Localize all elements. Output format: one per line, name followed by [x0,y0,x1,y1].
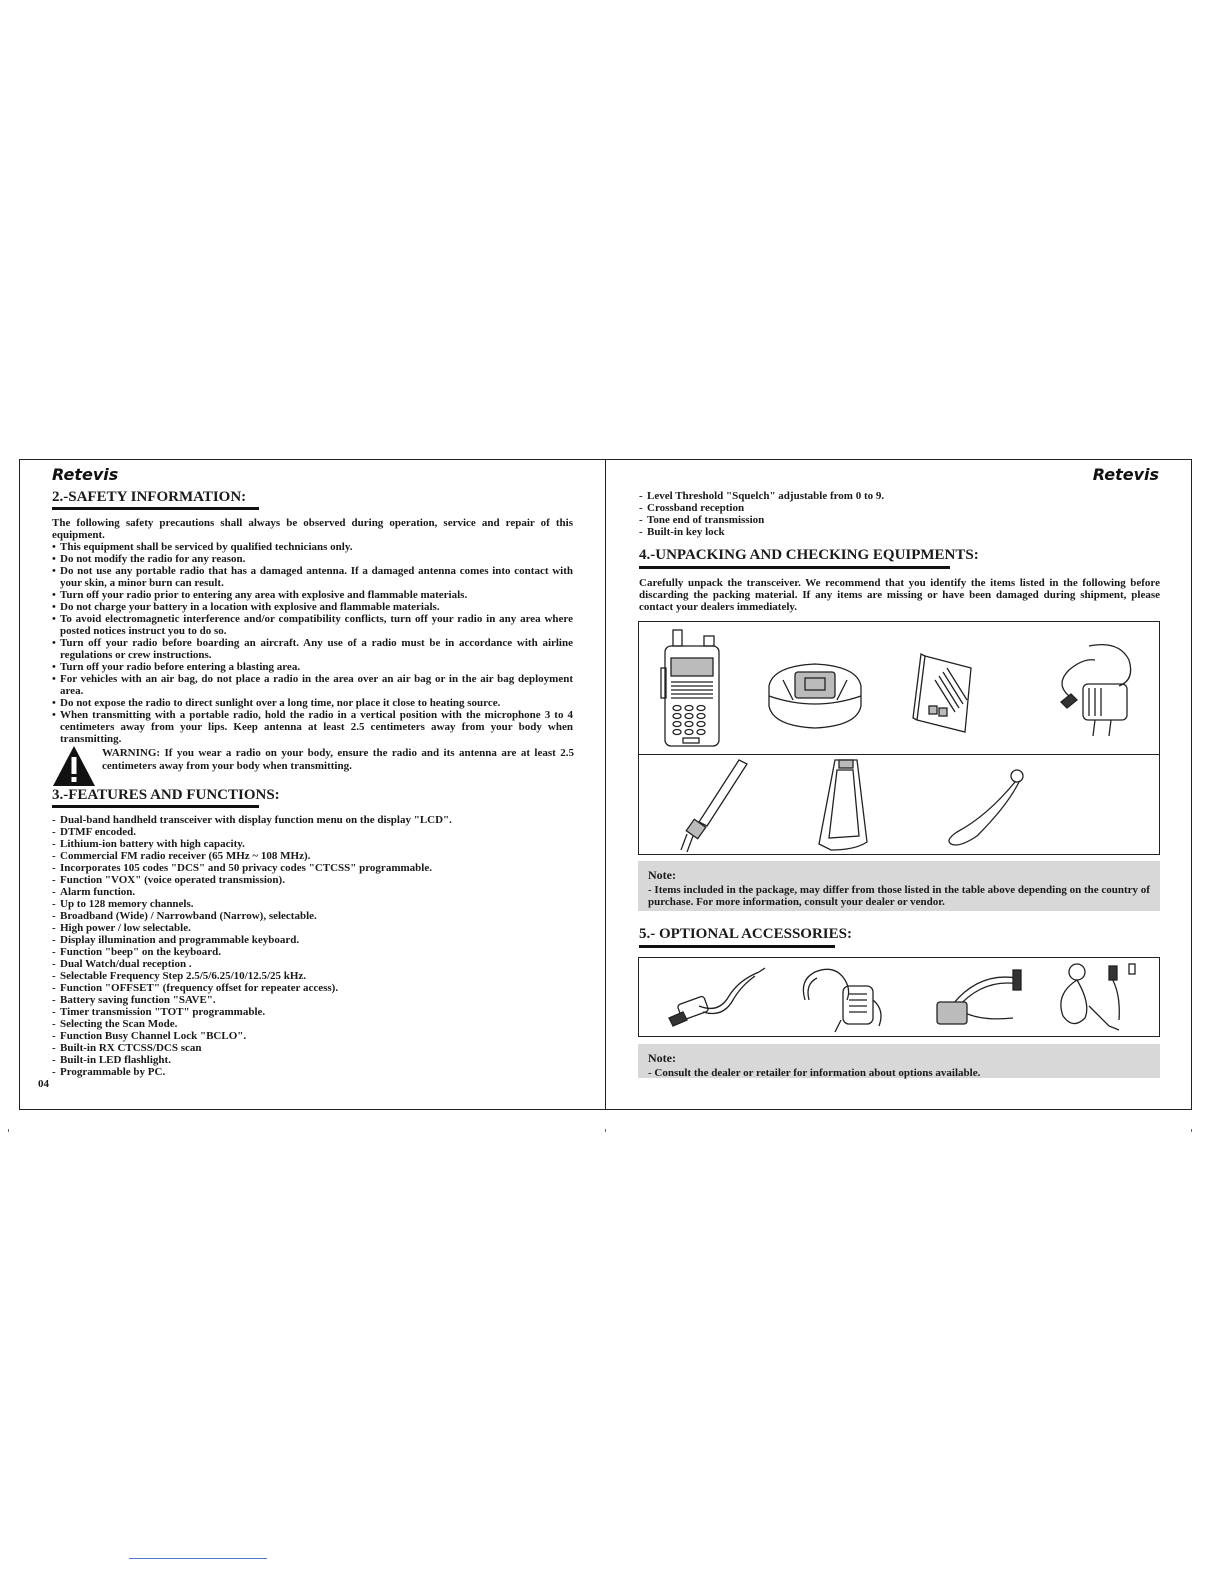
list-item: • Do not modify the radio for any reason. [52,553,573,565]
note-title: Note: [648,1051,676,1065]
included-items-table [638,621,1160,855]
list-item: • For vehicles with an air bag, do not place a radio in the area over an air bag or in the air bag deployment area. [52,673,573,697]
charger-cradle-icon [763,656,867,734]
unpacking-heading: 4.-UNPACKING AND CHECKING EQUIPMENTS: [639,547,979,563]
features-heading-rule [52,805,259,808]
list-item: • Do not expose the radio to direct sunlight over a long time, nor place it close to heating source. [52,697,573,709]
list-item: - Commercial FM radio receiver (65 MHz ~ 108 MHz). [52,850,573,862]
list-item: - Timer transmission "TOT" programmable. [52,1006,573,1018]
bottom-rule [129,1558,267,1559]
list-item: - Selectable Frequency Step 2.5/5/6.25/10/12.5/25 kHz. [52,970,573,982]
battery-icon [911,648,981,738]
list-item: • Do not charge your battery in a location with explosive and flammable materials. [52,601,573,613]
power-adapter-icon [1049,640,1139,740]
warning-block [52,745,577,793]
list-item: - Battery saving function "SAVE". [52,994,573,1006]
list-item: - Lithium-ion battery with high capacity. [52,838,573,850]
list-item: • Turn off your radio before entering a blasting area. [52,661,573,673]
note-text: - Consult the dealer or retailer for information about options available. [648,1067,981,1079]
list-item: • To avoid electromagnetic interference and/or compatibility conflicts, turn off your radio in any area where posted notices instruct you to do so. [52,613,573,637]
accessories-heading: 5.- OPTIONAL ACCESSORIES: [639,926,852,942]
list-item: - Dual Watch/dual reception . [52,958,573,970]
list-item: - Up to 128 memory channels. [52,898,573,910]
programming-cable-icon [929,962,1025,1032]
list-item: - Tone end of transmission [639,514,1160,526]
safety-intro: The following safety precautions shall always be observed during operation, service and repair of this equipment. [52,517,573,541]
features-heading: 3.-FEATURES AND FUNCTIONS: [52,787,280,803]
optional-accessories-table [638,957,1160,1037]
list-item: • This equipment shall be serviced by qualified technicians only. [52,541,573,553]
list-item: - High power / low selectable. [52,922,573,934]
belt-clip-icon [815,756,875,852]
safety-heading-rule [52,507,259,510]
list-item: - Built-in RX CTCSS/DCS scan [52,1042,573,1054]
list-item: - DTMF encoded. [52,826,573,838]
radio-icon [659,628,729,752]
list-item: - Built-in key lock [639,526,1160,538]
warning-text: WARNING: If you wear a radio on your body, ensure the radio and its antenna are at least 2.5 centimeters away from your body when transmitting. [102,747,574,772]
list-item: - Level Threshold "Squelch" adjustable from 0 to 9. [639,490,1160,502]
list-item: • Turn off your radio prior to entering any area with explosive and flammable materials. [52,589,573,601]
crop-mark [605,1129,606,1132]
antenna-icon [673,756,753,856]
list-item: - Incorporates 105 codes "DCS" and 50 privacy codes "CTCSS" programmable. [52,862,573,874]
list-item: - Function Busy Channel Lock "BCLO". [52,1030,573,1042]
accessories-heading-rule [639,945,835,948]
accessories-note [638,1044,1160,1078]
list-item: - Built-in LED flashlight. [52,1054,573,1066]
unpacking-intro: Carefully unpack the transceiver. We recommend that you identify the items listed in the following before discarding the packing material. If any items are missing or have been damaged during shipment, please contact your dealers immediately. [639,577,1160,613]
list-item: - Function "beep" on the keyboard. [52,946,573,958]
unpacking-heading-rule [639,566,950,569]
brand-logo: Retevis [52,465,119,484]
brand-logo: Retevis [1092,465,1159,484]
note-title: Note: [648,868,676,882]
list-item: - Display illumination and programmable keyboard. [52,934,573,946]
safety-heading: 2.-SAFETY INFORMATION: [52,489,247,505]
left-page [19,459,605,1110]
list-item: - Selecting the Scan Mode. [52,1018,573,1030]
wrist-strap-icon [937,766,1027,846]
crop-mark [1191,1129,1192,1132]
list-item: - Function "OFFSET" (frequency offset for repeater access). [52,982,573,994]
features-list [52,814,573,1078]
page-number: 04 [38,1078,49,1090]
list-item: • Turn off your radio before boarding an aircraft. Any use of a radio must be in accordance with airline regulations or crew instructions. [52,637,573,661]
right-page [606,459,1192,1110]
earpiece-icon [1049,960,1145,1032]
crop-mark [8,1129,9,1132]
list-item: - Function "VOX" (voice operated transmission). [52,874,573,886]
note-text: - Items included in the package, may differ from those listed in the table above depending on the country of purchase. For more information, consult your dealer or vendor. [648,884,1150,908]
list-item: - Dual-band handheld transceiver with display function menu on the display "LCD". [52,814,573,826]
list-item: - Programmable by PC. [52,1066,573,1078]
list-item: - Alarm function. [52,886,573,898]
warning-triangle-icon [52,745,96,787]
list-item: • When transmitting with a portable radio, hold the radio in a vertical position with the microphone 3 to 4 centimeters away from your lips. Keep antenna at least 2.5 centimeters away from your body when transmitting. [52,709,573,745]
speaker-mic-icon [795,960,891,1034]
table-row-divider [639,754,1159,755]
safety-list [52,541,573,745]
unpacking-note [638,861,1160,911]
list-item: - Broadband (Wide) / Narrowband (Narrow), selectable. [52,910,573,922]
features-continued-list [639,490,1160,538]
car-charger-icon [659,966,769,1030]
list-item: • Do not use any portable radio that has a damaged antenna. If a damaged antenna comes into contact with your skin, a minor burn can result. [52,565,573,589]
list-item: - Crossband reception [639,502,1160,514]
